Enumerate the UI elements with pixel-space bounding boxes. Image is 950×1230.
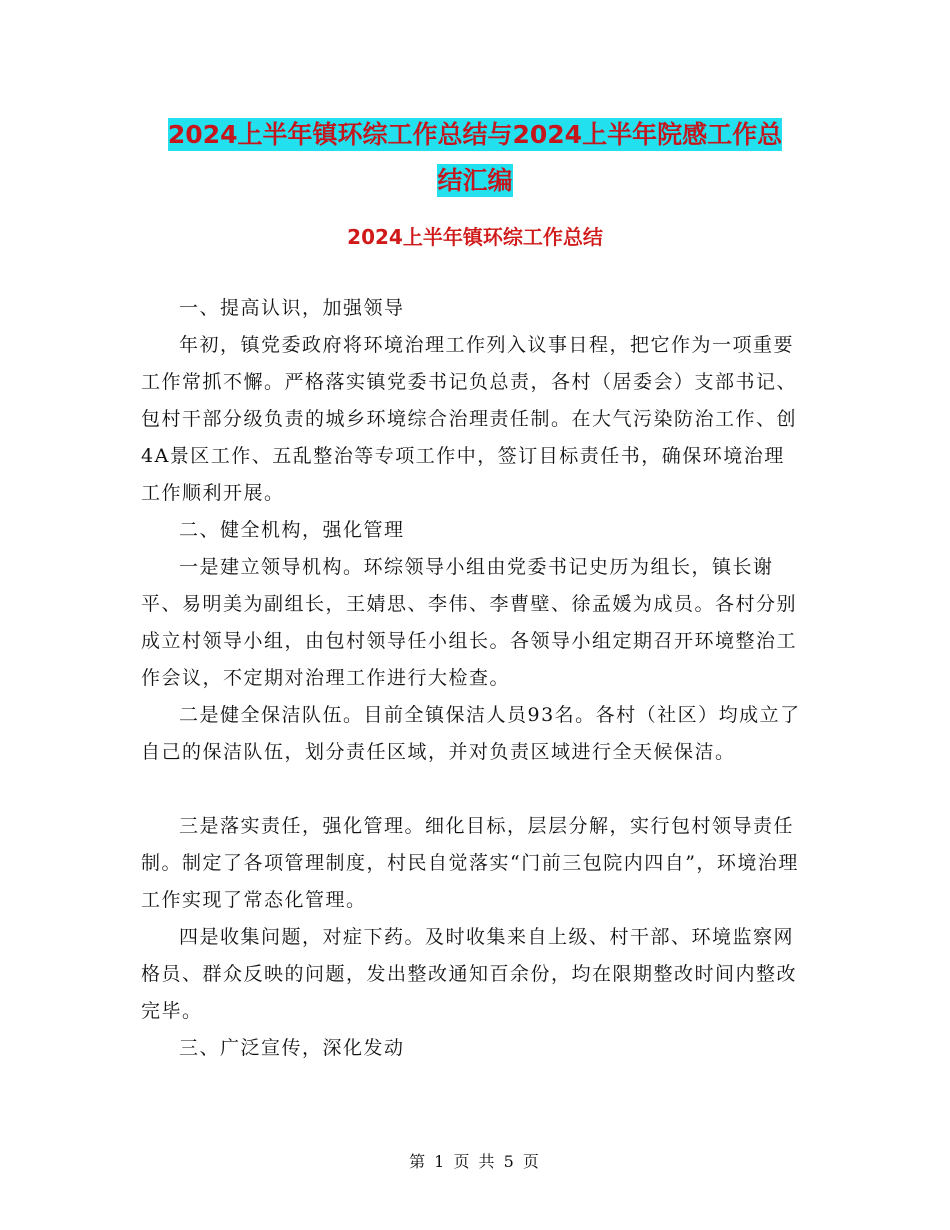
heading-3: 三、广泛宣传，深化发动 — [179, 1037, 405, 1059]
document-title — [0, 112, 950, 204]
title-line-1: 2024上半年镇环综工作总结与2024上半年院感工作总 — [167, 120, 783, 149]
paragraph-5: 四是收集问题，对症下药。及时收集来自上级、村干部、环境监察网格员、群众反映的问题，发出整改通知百余份，均在限期整改时间内整改完毕。 — [141, 926, 798, 1022]
paragraph-4: 三是落实责任，强化管理。细化目标，层层分解，实行包村领导责任制。制定了各项管理制度，村民自觉落实“门前三包院内四自”，环境治理工作实现了常态化管理。 — [141, 815, 799, 911]
page-footer: 第 1 页 共 5 页 — [409, 1152, 541, 1171]
heading-2: 二、健全机构，强化管理 — [179, 519, 405, 541]
paragraph-1: 年初，镇党委政府将环境治理工作列入议事日程，把它作为一项重要工作常抓不懈。严格落实镇党委书记负总责，各村（居委会）支部书记、包村干部分级负责的城乡环境综合治理责任制。在大气污染防治工作、创4A景区工作、五乱整治等专项工作中，签订目标责任书，确保环境治理工作顺利开展。 — [141, 334, 798, 504]
document-body — [141, 290, 803, 1067]
section-title: 2024上半年镇环综工作总结 — [347, 225, 603, 249]
blank-line — [141, 771, 803, 808]
title-line-2: 结汇编 — [437, 166, 513, 195]
heading-1: 一、提高认识，加强领导 — [179, 297, 405, 319]
paragraph-2: 一是建立领导机构。环综领导小组由党委书记史历为组长，镇长谢平、易明美为副组长，王婧思、李伟、李曹壁、徐孟媛为成员。各村分别成立村领导小组，由包村领导任小组长。各领导小组定期召开环境整治工作会议，不定期对治理工作进行大检查。 — [141, 556, 798, 689]
paragraph-3: 二是健全保洁队伍。目前全镇保洁人员93名。各村（社区）均成立了自己的保洁队伍，划分责任区域，并对负责区域进行全天候保洁。 — [141, 704, 801, 763]
